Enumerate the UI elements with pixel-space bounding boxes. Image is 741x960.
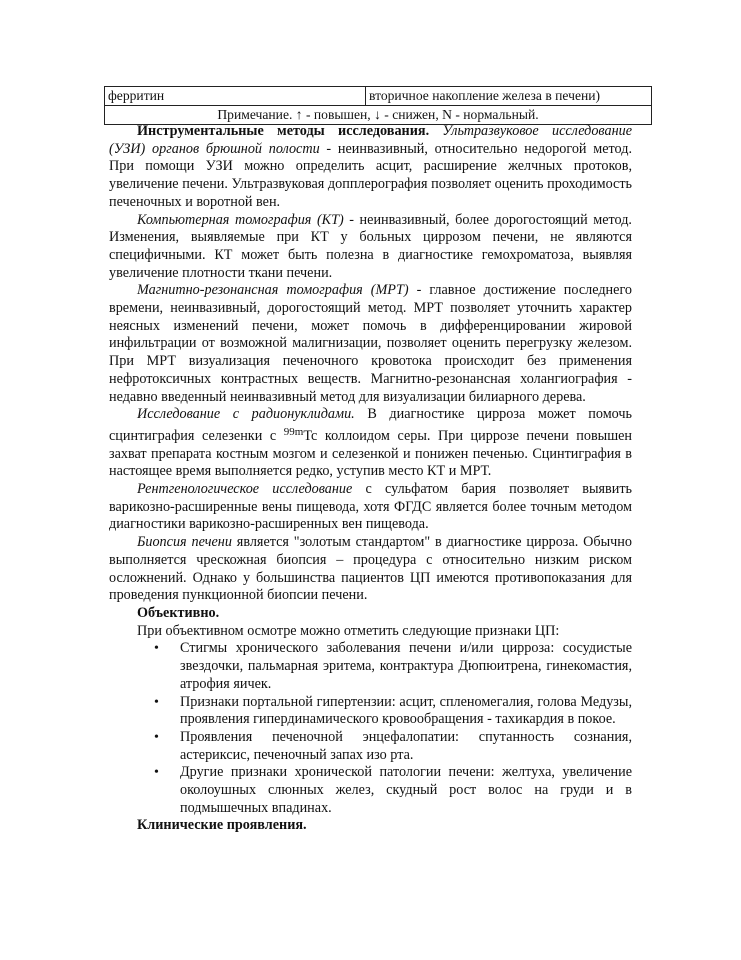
objective-intro: При объективном осмотре можно отметить следующие признаки ЦП:: [137, 622, 560, 639]
paragraph-biopsy: [109, 534, 632, 605]
table-cell: ферритин: [105, 87, 366, 106]
table-note: Примечание. ↑ - повышен, ↓ - снижен, N - нормальный.: [105, 106, 652, 125]
lab-table: [104, 86, 652, 125]
objective-heading-text: Объективно.: [137, 604, 220, 621]
bullet-icon: •: [154, 765, 159, 781]
section-heading-instrumental: Инструментальные методы исследования.: [137, 123, 430, 139]
paragraph-radionuclide: [109, 406, 632, 481]
document-body: [109, 123, 632, 835]
table-row: [105, 87, 652, 106]
list-item-text: Проявления печеночной энцефалопатии: спутанность сознания, астериксис, печеночный запах изо рта.: [180, 728, 632, 763]
term-biopsy: Биопсия печени: [137, 534, 232, 551]
section-heading-objective: [109, 605, 632, 623]
paragraph-mrt: [109, 282, 632, 406]
term-kt: Компьютерная томография (КТ): [137, 211, 344, 228]
list-item-text: Другие признаки хронической патологии печени: желтуха, увеличение околоушных слюнных желез, скудный рост волос на груди и в подмышечных впадинах.: [180, 764, 632, 816]
paragraph-uzi: [109, 123, 632, 212]
bullet-icon: •: [154, 729, 159, 745]
text-mrt: - главное достижение последнего времени, неинвазивный, дорогостоящий метод. МРТ позволяет уточнить характер неясных изменений печени, может помочь в дифференцировании жировой инфильтрации от возможной малигнизации, позволяет оценить перегрузку железом. При МРТ визуализация печеночного кровотока происходит без применения нефротоксичных контрастных веществ. Магнитно-резонансная холангиография - недавно введенный неинвазивный метод для визуализации билиарного дерева.: [109, 282, 633, 405]
text-kt: - неинвазивный, более дорогостоящий метод. Изменения, выявляемые при КТ у больных циррозом печени, не являются специфичными. КТ может быть полезна в диагностике гемохроматоза, выявляя увеличение плотности ткани печени.: [109, 211, 632, 281]
paragraph-xray: [109, 481, 632, 534]
text-uzi: - неинвазивный, относительно недорогой метод. При помощи УЗИ можно определить асцит, расширение желчных протоков, увеличение печени. Ультразвуковая допплерография позволяет оценить проходимость печеночных и воротной вен.: [109, 140, 632, 210]
term-uzi: Ультразвуковое исследование (УЗИ) органов брюшной полости: [109, 123, 633, 157]
signs-list: [109, 640, 632, 817]
list-item: [154, 764, 632, 817]
list-item: [154, 693, 632, 729]
bullet-icon: •: [154, 641, 159, 657]
list-item: [154, 640, 632, 693]
term-radionuclide: Исследование с радионуклидами.: [137, 406, 355, 423]
bullet-icon: •: [154, 694, 159, 710]
text-radionuclide-2: Tc коллоидом серы. При циррозе печени повышен захват препарата костным мозгом и селезенкой и понижен печенью. Сцинтиграфия в настоящее время выполняется редко, уступив место КТ и МРТ.: [109, 427, 633, 480]
text-radionuclide-1: В диагностике цирроза может помочь сцинтиграфия селезенки с: [109, 406, 633, 444]
list-item-text: Признаки портальной гипертензии: асцит, спленомегалия, голова Медузы, проявления гипердинамического кровообращения - тахикардия в покое.: [180, 693, 632, 728]
section-heading-clinical: [109, 817, 632, 835]
table-row: [105, 106, 652, 125]
clinical-heading-text: Клинические проявления.: [137, 817, 307, 834]
table-cell: вторичное накопление железа в печени): [366, 87, 652, 106]
text-biopsy: является "золотым стандартом" в диагностике цирроза. Обычно выполняется чрескожная биопсия – процедура с относительно низким риском осложнений. Однако у большинства пациентов ЦП имеются противопоказания для проведения пункционной биопсии печени.: [109, 534, 632, 604]
term-mrt: Магнитно-резонансная томография (МРТ): [137, 282, 409, 299]
list-item: [154, 728, 632, 764]
isotope-superscript: 99m: [283, 425, 304, 438]
paragraph-kt: [109, 212, 632, 283]
term-xray: Рентгенологическое исследование: [137, 481, 353, 498]
text-xray: с сульфатом бария позволяет выявить варикозно-расширенные вены пищевода, хотя ФГДС является более точным методом диагностики варикозно-расширенных вен пищевода.: [109, 481, 632, 533]
list-item-text: Стигмы хронического заболевания печени и/или цирроза: сосудистые звездочки, пальмарная эритема, контрактура Дюпюитрена, гинекомастия, атрофия яичек.: [180, 640, 632, 692]
